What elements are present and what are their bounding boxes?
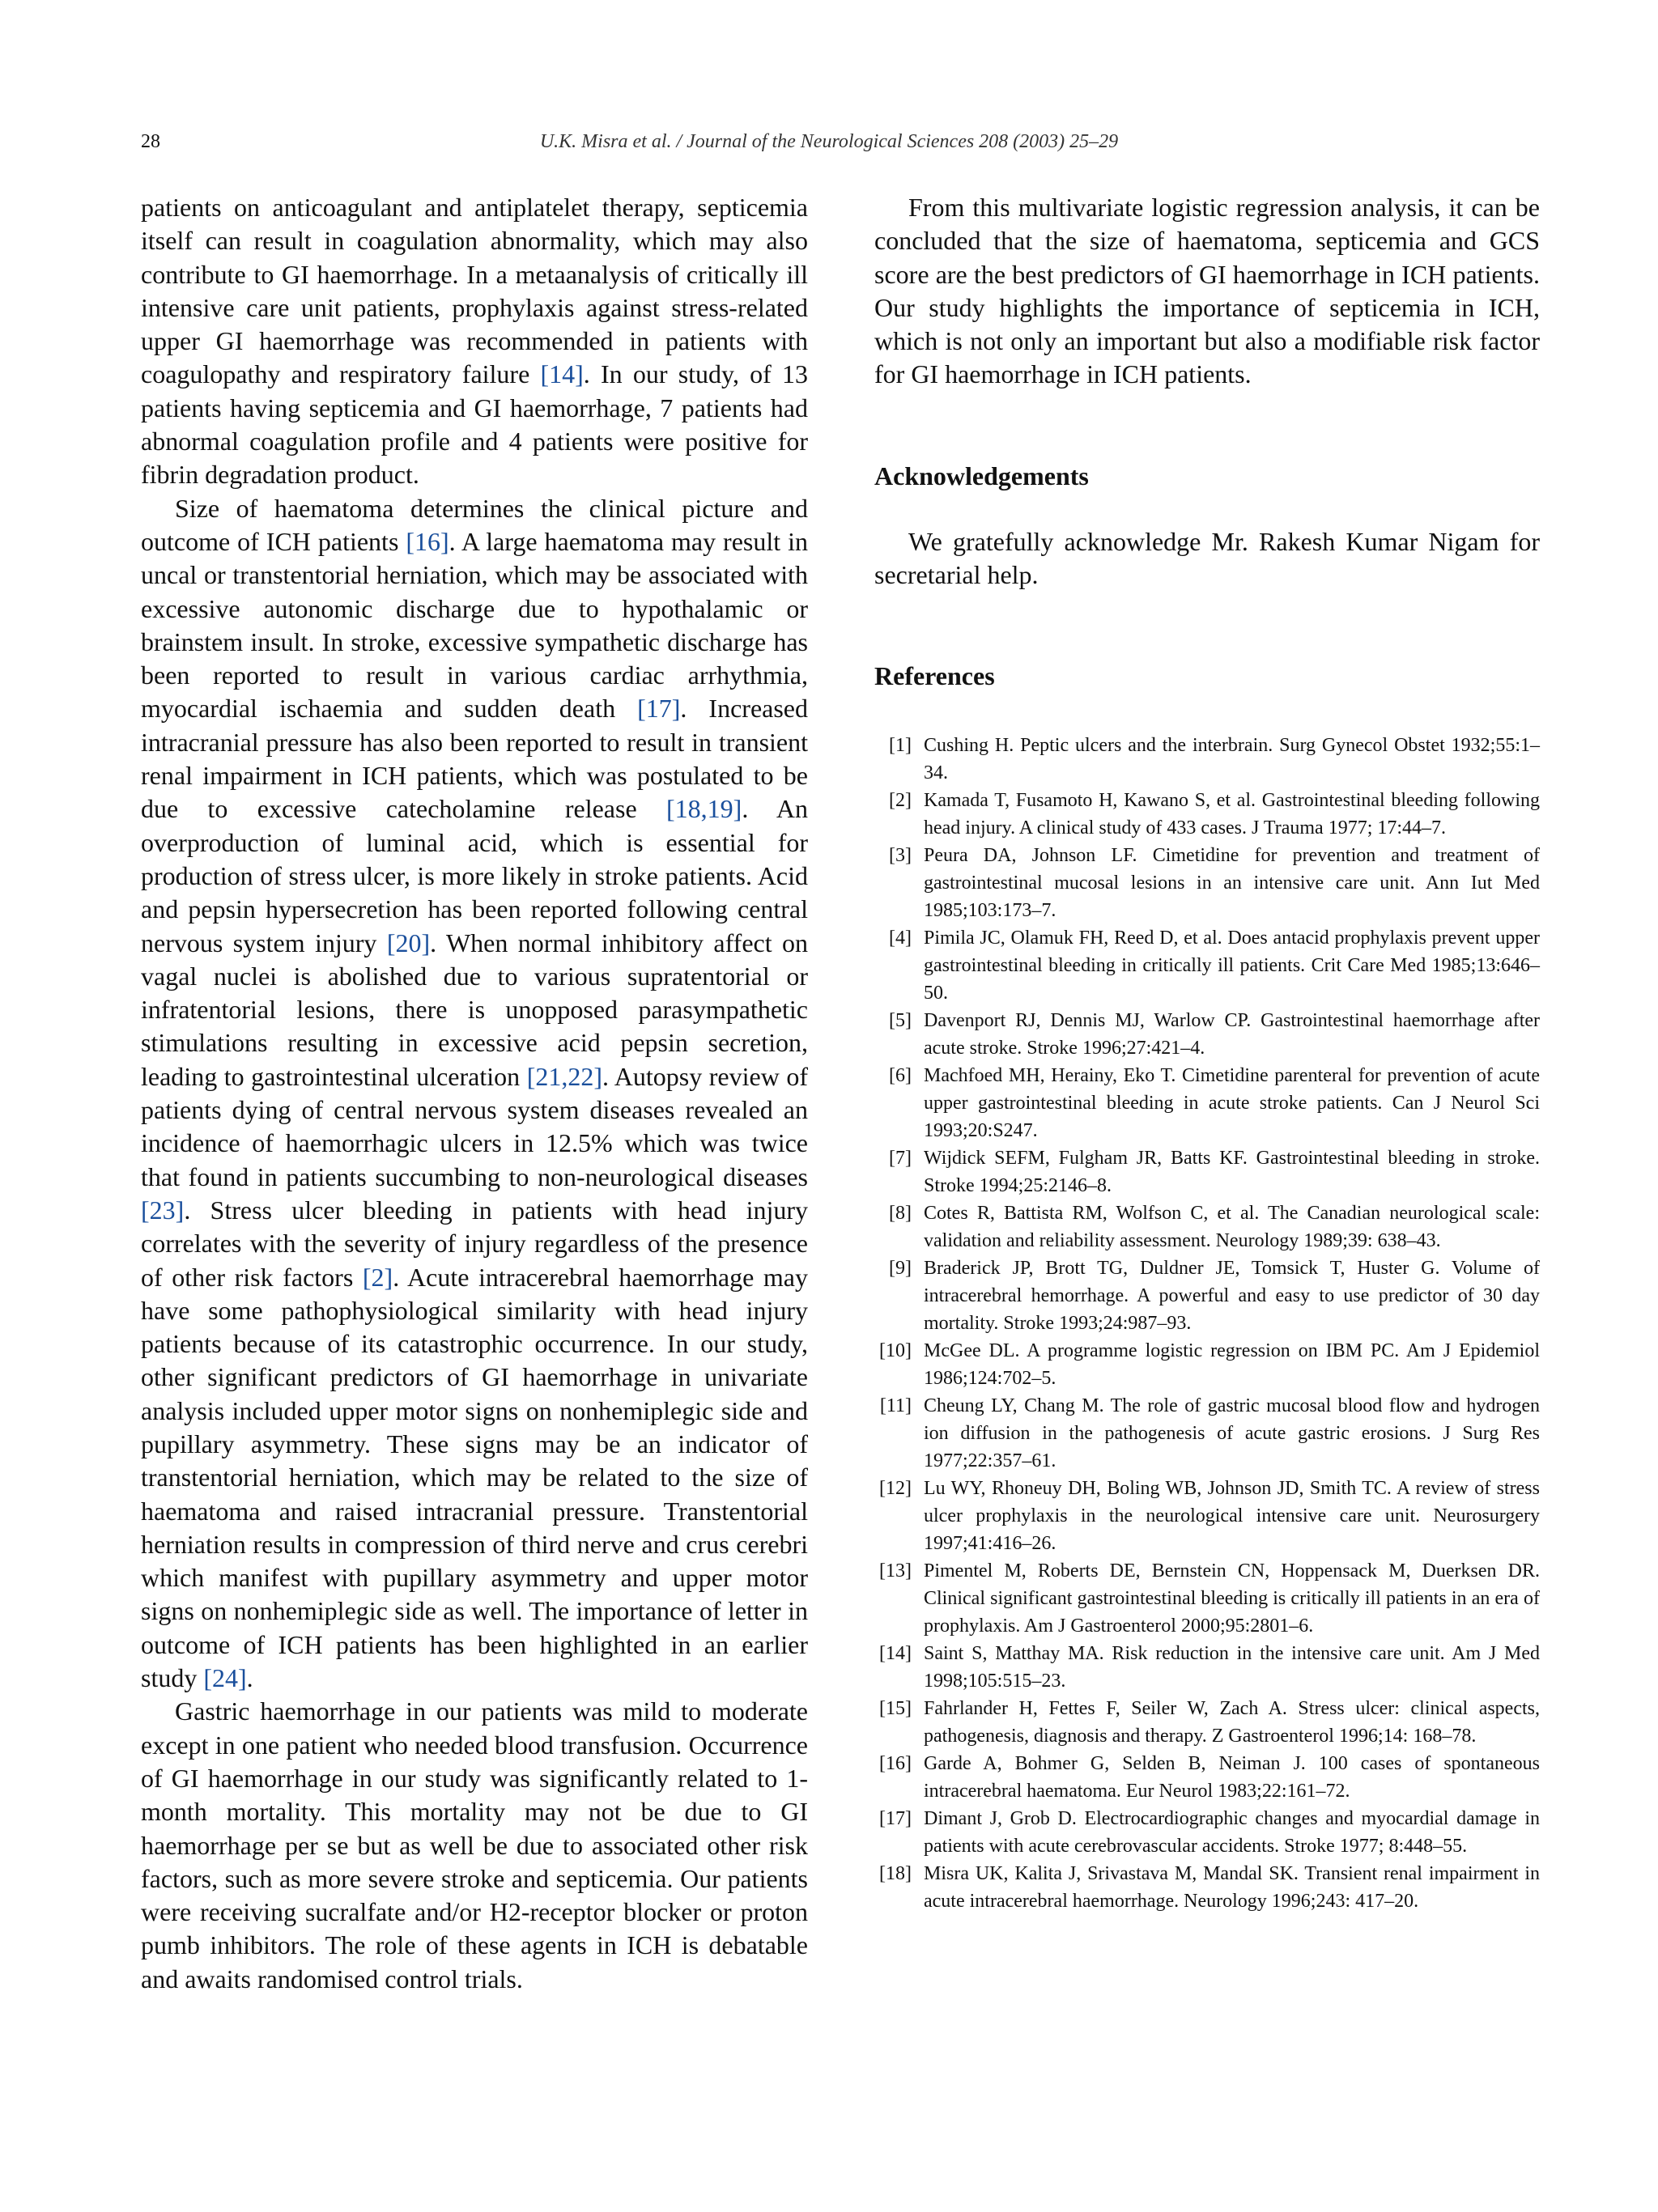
reference-item — [874, 1337, 1540, 1392]
reference-number: [10] — [879, 1340, 912, 1362]
reference-text: McGee DL. A programme logistic regression on IBM PC. Am J Epidemiol 1986;124:702–5. — [924, 1340, 1540, 1390]
running-head: U.K. Misra et al. / Journal of the Neurological Sciences 208 (2003) 25–29 — [539, 131, 1119, 152]
reference-item — [874, 787, 1540, 842]
reference-text: Cotes R, Battista RM, Wolfson C, et al. The Canadian neurological scale: validation and reliability assessment. Neurology 1989;39: 638–43. — [924, 1203, 1540, 1252]
right-column — [874, 191, 1540, 1915]
acknowledgements-heading: Acknowledgements — [874, 461, 1089, 490]
reference-item — [874, 1062, 1540, 1144]
acknowledgements-text: We gratefully acknowledge Mr. Rakesh Kumar Nigam for secretarial help. — [874, 526, 1540, 590]
reference-text: Davenport RJ, Dennis MJ, Warlow CP. Gastrointestinal haemorrhage after acute stroke. Stroke 1996;27:421–4. — [924, 1010, 1540, 1059]
reference-number: [11] — [879, 1395, 912, 1417]
text-span: . Acute intracerebral haemorrhage may have some pathophysiological similarity with head injury patients because of its catastrophic occurrence. In our study, other significant predictors of GI haemorrhage in univariate analysis included upper motor signs on nonhemiplegic side and pupillary asymmetry. These signs may be an indicator of transtentorial herniation, which may be related to the size of haematoma and raised intracranial pressure. Transtentorial herniation results in compression of third nerve and crus cerebri which manifest with pupillary asymmetry and upper motor signs on nonhemiplegic side as well. The importance of letter in outcome of ICH patients has been highlighted in an earlier study — [141, 1262, 808, 1693]
text-span: . A large haematoma may result in uncal or transtentorial herniation, which may be associated with excessive autonomic discharge due to hypothalamic or brainstem insult. In stroke, excessive sympathetic discharge has been reported to result in various cardiac arrhythmia, myocardial ischaemia and sudden death — [141, 526, 808, 724]
text-span: patients on anticoagulant and antiplatelet therapy, septicemia itself can result in coagulation abnormality, which may also contribute to GI haemorrhage. In a metaanalysis of critically ill intensive care unit patients, prophylaxis against stress-related upper GI haemorrhage was recommended in patients with coagulopathy and respiratory failure — [141, 193, 808, 389]
reference-number: [9] — [889, 1258, 912, 1280]
reference-number: [16] — [879, 1753, 912, 1775]
reference-text: Garde A, Bohmer G, Selden B, Neiman J. 100 cases of spontaneous intracerebral haematoma. Eur Neurol 1983;22:161–72. — [924, 1753, 1540, 1802]
body-paragraph-3: Gastric haemorrhage in our patients was mild to moderate except in one patient who needed blood transfusion. Occurrence of GI haemorrhage in our study was significantly related to 1-month mortality. This mortality may not be due to GI haemorrhage per se but as well be due to associated other risk factors, such as more severe stroke and septicemia. Our patients were receiving sucralfate and/or H2-receptor blocker or proton pumb inhibitors. The role of these agents in ICH is debatable and awaits randomised control trials. — [141, 1696, 808, 1993]
citation-link[interactable]: [2] — [362, 1262, 393, 1292]
citation-link[interactable]: [23] — [141, 1195, 185, 1225]
citation-link[interactable]: [16] — [406, 526, 449, 556]
reference-text: Cheung LY, Chang M. The role of gastric mucosal blood flow and hydrogen ion diffusion in the pathogenesis of acute gastric erosions. J Surg Res 1977;22:357–61. — [924, 1395, 1540, 1472]
reference-number: [5] — [889, 1010, 912, 1032]
citation-link[interactable]: [14] — [540, 359, 584, 389]
reference-list — [874, 732, 1540, 1915]
citation-link[interactable]: [18,19] — [666, 794, 742, 824]
body-paragraph-2 — [141, 492, 808, 1696]
page-number: 28 — [141, 131, 160, 152]
reference-item — [874, 1750, 1540, 1805]
reference-text: Cushing H. Peptic ulcers and the interbrain. Surg Gynecol Obstet 1932;55:1–34. — [924, 735, 1540, 784]
reference-item — [874, 1860, 1540, 1915]
reference-number: [15] — [879, 1698, 912, 1720]
reference-text: Pimila JC, Olamuk FH, Reed D, et al. Does antacid prophylaxis prevent upper gastrointestinal bleeding in critically ill patients. Crit Care Med 1985;13:646–50. — [924, 928, 1540, 1004]
text-span: . An overproduction of luminal acid, which is essential for production of stress ulcer, is more likely in stroke patients. Acid and pepsin hypersecretion has been reported following central nervous system injury — [141, 794, 809, 957]
citation-link[interactable]: [17] — [637, 694, 681, 724]
reference-text: Braderick JP, Brott TG, Duldner JE, Tomsick T, Huster G. Volume of intracerebral hemorrhage. A powerful and easy to use predictor of 30 day mortality. Stroke 1993;24:987–93. — [924, 1258, 1540, 1335]
text-span: . In our study, of 13 patients having septicemia and GI haemorrhage, 7 patients had abnormal coagulation profile and 4 patients were positive for fibrin degradation product. — [141, 359, 809, 490]
text-span: . — [246, 1663, 253, 1693]
reference-item — [874, 924, 1540, 1007]
text-span: . Autopsy review of patients dying of central nervous system diseases revealed an incidence of haemorrhagic ulcers in 12.5% which was twice that found in patients succumbing to non-neurological diseases — [141, 1061, 809, 1191]
citation-link[interactable]: [21,22] — [526, 1061, 602, 1091]
reference-item — [874, 1007, 1540, 1062]
reference-item — [874, 732, 1540, 787]
citation-link[interactable]: [20] — [386, 928, 431, 957]
reference-number: [18] — [879, 1863, 912, 1885]
text-span: Size of haematoma determines the clinical picture and outcome of ICH patients — [141, 493, 808, 556]
reference-number: [7] — [889, 1148, 912, 1170]
reference-number: [13] — [879, 1560, 912, 1582]
reference-number: [14] — [879, 1643, 912, 1665]
reference-number: [1] — [889, 735, 912, 757]
reference-text: Peura DA, Johnson LF. Cimetidine for prevention and treatment of gastrointestinal mucosal lesions in an intensive care unit. Ann Iut Med 1985;103:173–7. — [924, 845, 1540, 922]
reference-number: [2] — [889, 790, 912, 812]
body-paragraph-1 — [141, 191, 808, 492]
text-span: . When normal inhibitory affect on vagal nuclei is abolished due to various supratentorial or infratentorial lesions, there is unopposed parasympathetic stimulations resulting in excessive acid pepsin secretion, leading to gastrointestinal ulceration — [141, 928, 808, 1091]
reference-text: Pimentel M, Roberts DE, Bernstein CN, Hoppensack M, Duerksen DR. Clinical significant gastrointestinal bleeding is critically ill patients in an era of prophylaxis. Am J Gastroenterol 2000;95:2801–6. — [924, 1560, 1540, 1637]
reference-text: Fahrlander H, Fettes F, Seiler W, Zach A. Stress ulcer: clinical aspects, pathogenesis, diagnosis and therapy. Z Gastroenterol 1996;14: 168–78. — [924, 1698, 1540, 1747]
reference-text: Dimant J, Grob D. Electrocardiographic changes and myocardial damage in patients with acute cerebrovascular accidents. Stroke 1977; 8:448–55. — [924, 1808, 1540, 1857]
text-span: . Increased intracranial pressure has also been reported to result in transient renal impairment in ICH patients, which was postulated to be due to excessive catecholamine release — [141, 694, 809, 824]
reference-item — [874, 842, 1540, 924]
references-heading: References — [874, 661, 995, 691]
reference-text: Lu WY, Rhoneuy DH, Boling WB, Johnson JD, Smith TC. A review of stress ulcer prophylaxis in the neurological intensive care unit. Neurosurgery 1997;41:416–26. — [924, 1478, 1540, 1555]
reference-item — [874, 1695, 1540, 1750]
reference-number: [8] — [889, 1203, 912, 1225]
reference-item — [874, 1392, 1540, 1475]
reference-number: [17] — [879, 1808, 912, 1830]
reference-item — [874, 1199, 1540, 1255]
reference-number: [6] — [889, 1065, 912, 1087]
reference-text: Misra UK, Kalita J, Srivastava M, Mandal SK. Transient renal impairment in acute intracerebral haemorrhage. Neurology 1996;243: 417–20. — [924, 1863, 1540, 1913]
reference-text: Wijdick SEFM, Fulgham JR, Batts KF. Gastrointestinal bleeding in stroke. Stroke 1994;25:2146–8. — [924, 1148, 1540, 1197]
citation-link[interactable]: [24] — [203, 1663, 247, 1693]
left-column — [141, 191, 808, 1996]
reference-item — [874, 1144, 1540, 1199]
reference-item — [874, 1640, 1540, 1695]
reference-item — [874, 1475, 1540, 1557]
reference-item — [874, 1805, 1540, 1860]
reference-text: Saint S, Matthay MA. Risk reduction in the intensive care unit. Am J Med 1998;105:515–23. — [924, 1643, 1540, 1692]
reference-number: [4] — [889, 928, 912, 949]
text-span: . Stress ulcer bleeding in patients with head injury correlates with the severity of injury regardless of the presence of other risk factors — [141, 1195, 808, 1292]
reference-item — [874, 1255, 1540, 1337]
conclusion-paragraph: From this multivariate logistic regression analysis, it can be concluded that the size of haematoma, septicemia and GCS score are the best predictors of GI haemorrhage in ICH patients. Our study highlights the importance of septicemia in ICH, which is not only an important but also a modifiable risk factor for GI haemorrhage in ICH patients. — [874, 193, 1540, 389]
reference-text: Kamada T, Fusamoto H, Kawano S, et al. Gastrointestinal bleeding following head injury. A clinical study of 433 cases. J Trauma 1977; 17:44–7. — [924, 790, 1540, 839]
reference-item — [874, 1557, 1540, 1640]
reference-number: [3] — [889, 845, 912, 867]
reference-text: Machfoed MH, Herainy, Eko T. Cimetidine parenteral for prevention of acute upper gastrointestinal bleeding in acute stroke patients. Can J Neurol Sci 1993;20:S247. — [924, 1065, 1540, 1142]
reference-number: [12] — [879, 1478, 912, 1500]
